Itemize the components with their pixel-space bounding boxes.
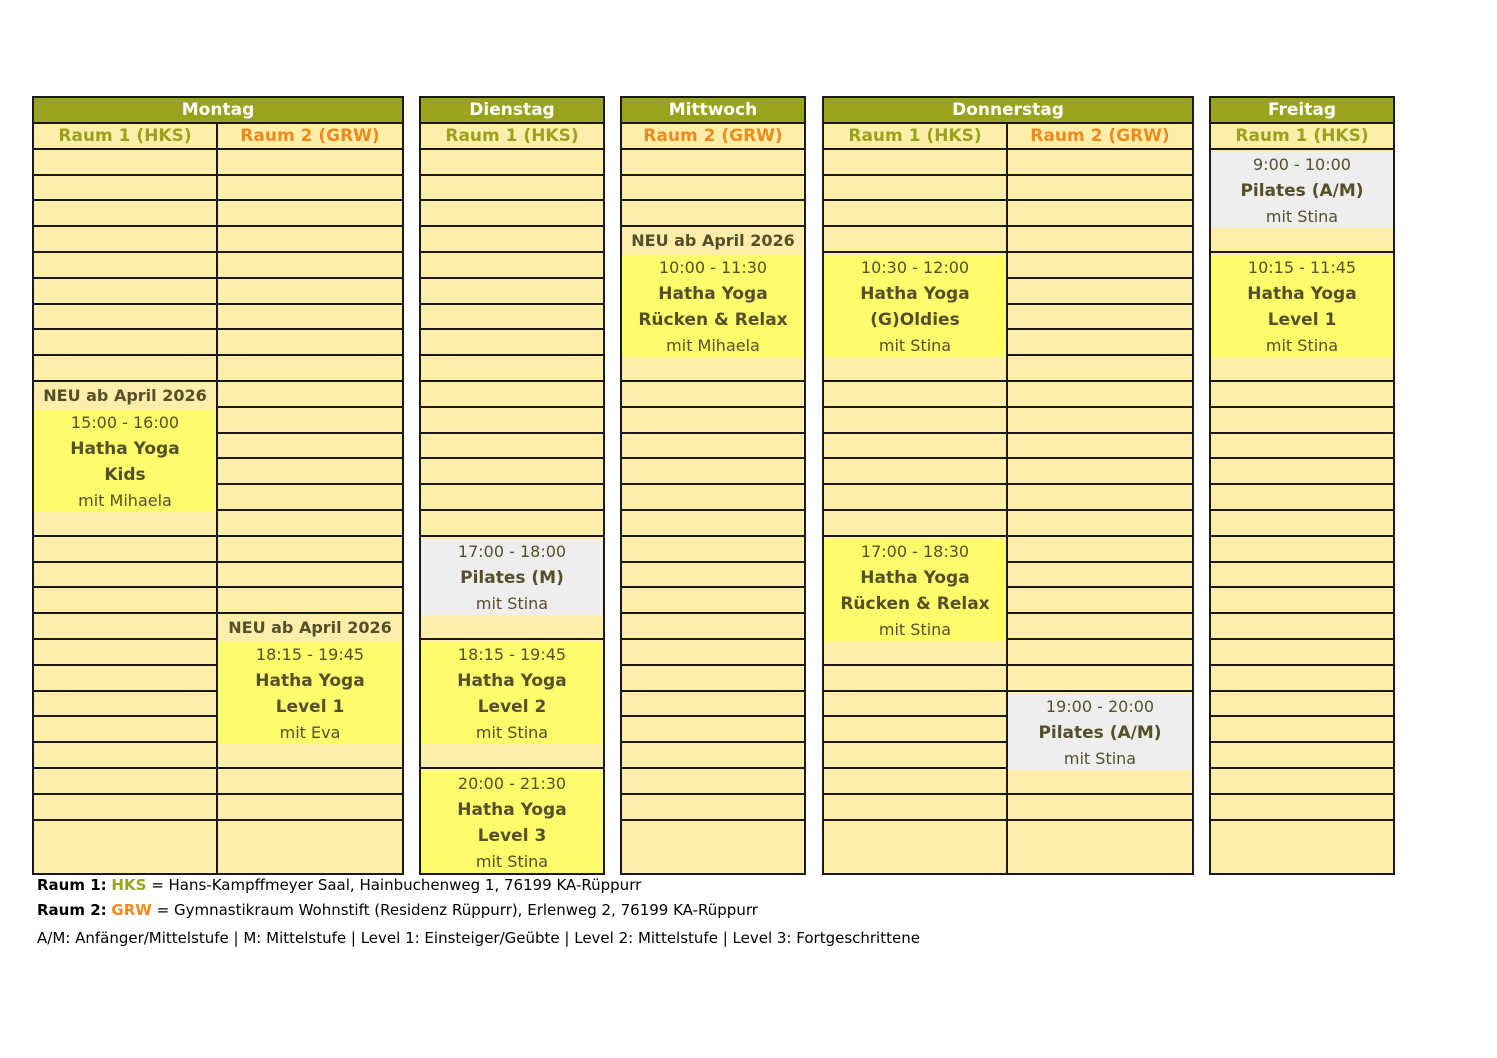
event-teacher: mit Mihaela bbox=[666, 336, 760, 355]
grid-line bbox=[1211, 612, 1393, 614]
grid-line bbox=[824, 199, 1192, 201]
grid-line bbox=[421, 535, 603, 537]
event-title: Hatha Yoga bbox=[658, 284, 768, 304]
grid-line bbox=[34, 225, 402, 227]
grid-line bbox=[421, 483, 603, 485]
event-time: 15:00 - 16:00 bbox=[70, 413, 180, 432]
event-teacher: mit Stina bbox=[1063, 749, 1137, 768]
event-time: 18:15 - 19:45 bbox=[457, 645, 567, 664]
grid-line bbox=[622, 380, 804, 382]
grid-line bbox=[34, 354, 402, 356]
grid-line bbox=[824, 819, 1192, 821]
event-hatha-level1[interactable] bbox=[218, 642, 402, 744]
grid-line bbox=[622, 432, 804, 434]
grid-line bbox=[824, 432, 1192, 434]
event-pilates-m[interactable] bbox=[421, 539, 603, 615]
grid-line bbox=[824, 406, 1192, 408]
event-teacher: mit Stina bbox=[1265, 336, 1339, 355]
event-teacher: mit Stina bbox=[475, 723, 549, 742]
grid-line bbox=[34, 380, 402, 382]
grid-line bbox=[1211, 483, 1393, 485]
grid-line bbox=[34, 199, 402, 201]
grid-line bbox=[1211, 767, 1393, 769]
event-title: Hatha Yoga bbox=[255, 671, 365, 691]
grid-line bbox=[622, 483, 804, 485]
grid-line bbox=[421, 638, 603, 640]
event-pilates-am[interactable] bbox=[1008, 694, 1192, 770]
grid-line bbox=[622, 586, 804, 588]
day-monday bbox=[32, 96, 404, 875]
grid-line bbox=[622, 174, 804, 176]
grid-line bbox=[1211, 406, 1393, 408]
grid-line bbox=[622, 819, 804, 821]
grid-line bbox=[1211, 251, 1393, 253]
legend-room2-label: Raum 2: bbox=[37, 901, 107, 919]
grid-line bbox=[34, 819, 402, 821]
room-header-grw: Raum 2 (GRW) bbox=[218, 124, 402, 148]
grid-line bbox=[421, 509, 603, 511]
column-divider bbox=[216, 124, 218, 873]
grid-line bbox=[622, 535, 804, 537]
grid-line bbox=[34, 535, 402, 537]
grid-line bbox=[34, 793, 402, 795]
day-tuesday bbox=[419, 96, 605, 875]
grid-line bbox=[34, 586, 402, 588]
room-header-hks: Raum 1 (HKS) bbox=[421, 124, 603, 148]
event-title: Hatha Yoga bbox=[860, 568, 970, 588]
event-title: Pilates (M) bbox=[460, 568, 564, 588]
grid-line bbox=[421, 457, 603, 459]
grid-line bbox=[1211, 148, 1393, 150]
event-level: Level 2 bbox=[477, 697, 547, 717]
grid-line bbox=[421, 174, 603, 176]
grid-line bbox=[1211, 664, 1393, 666]
grid-line bbox=[34, 122, 402, 124]
event-level: Rücken & Relax bbox=[840, 594, 990, 614]
event-level: Level 1 bbox=[1267, 310, 1337, 330]
event-teacher: mit Mihaela bbox=[78, 491, 172, 510]
event-teacher: mit Stina bbox=[475, 594, 549, 613]
grid-line bbox=[34, 612, 402, 614]
grid-line bbox=[421, 148, 603, 150]
legend-room2-text: = Gymnastikraum Wohnstift (Residenz Rüppurr), Erlenweg 2, 76199 KA-Rüppurr bbox=[156, 901, 758, 919]
event-hatha-level3[interactable] bbox=[421, 771, 603, 873]
grid-line bbox=[824, 509, 1192, 511]
grid-line bbox=[622, 148, 804, 150]
room-header-hks: Raum 1 (HKS) bbox=[1211, 124, 1393, 148]
grid-line bbox=[824, 251, 1192, 253]
grid-line bbox=[421, 380, 603, 382]
grid-line bbox=[622, 741, 804, 743]
event-ruecken-relax[interactable] bbox=[824, 539, 1006, 641]
grid-line bbox=[421, 122, 603, 124]
grid-line bbox=[421, 406, 603, 408]
grid-line bbox=[1211, 793, 1393, 795]
event-level: Rücken & Relax bbox=[638, 310, 788, 330]
grid-line bbox=[421, 303, 603, 305]
event-level: Level 3 bbox=[477, 826, 547, 846]
grid-line bbox=[824, 225, 1192, 227]
grid-line bbox=[824, 148, 1192, 150]
grid-line bbox=[421, 354, 603, 356]
day-header: Montag bbox=[34, 98, 402, 122]
day-wednesday bbox=[620, 96, 806, 875]
grid-line bbox=[622, 793, 804, 795]
event-time: 18:15 - 19:45 bbox=[255, 645, 365, 664]
grid-line bbox=[824, 174, 1192, 176]
event-time: 10:00 - 11:30 bbox=[658, 258, 768, 277]
legend-room1 bbox=[37, 876, 641, 894]
grid-line bbox=[622, 225, 804, 227]
event-pilates-am[interactable] bbox=[1211, 152, 1393, 228]
grid-line bbox=[622, 457, 804, 459]
grid-line bbox=[622, 561, 804, 563]
event-time: 17:00 - 18:30 bbox=[860, 542, 970, 561]
event-goldies[interactable] bbox=[824, 255, 1006, 357]
grid-line bbox=[1211, 690, 1393, 692]
grid-line bbox=[824, 457, 1192, 459]
grid-line bbox=[824, 122, 1192, 124]
new-notice: NEU ab April 2026 bbox=[622, 229, 804, 253]
day-header: Donnerstag bbox=[824, 98, 1192, 122]
event-title: Hatha Yoga bbox=[860, 284, 970, 304]
day-thursday bbox=[822, 96, 1194, 875]
event-title: Hatha Yoga bbox=[70, 439, 180, 459]
room-header-hks: Raum 1 (HKS) bbox=[34, 124, 216, 148]
legend-levels: A/M: Anfänger/Mittelstufe | M: Mittelstufe | Level 1: Einsteiger/Geübte | Level 2: Mittelstufe | Level 3: Fortgeschrittene bbox=[37, 929, 920, 947]
grid-line bbox=[421, 199, 603, 201]
grid-line bbox=[1211, 819, 1393, 821]
grid-line bbox=[622, 690, 804, 692]
day-friday bbox=[1209, 96, 1395, 875]
grid-line bbox=[622, 199, 804, 201]
grid-line bbox=[622, 406, 804, 408]
grid-line bbox=[622, 638, 804, 640]
event-level: (G)Oldies bbox=[870, 310, 960, 330]
grid-line bbox=[622, 509, 804, 511]
event-time: 10:15 - 11:45 bbox=[1247, 258, 1357, 277]
event-time: 9:00 - 10:00 bbox=[1253, 155, 1351, 174]
event-title: Hatha Yoga bbox=[457, 800, 567, 820]
grid-line bbox=[1211, 715, 1393, 717]
event-teacher: mit Stina bbox=[878, 336, 952, 355]
grid-line bbox=[34, 328, 402, 330]
event-teacher: mit Stina bbox=[878, 620, 952, 639]
event-title: Hatha Yoga bbox=[457, 671, 567, 691]
event-hatha-level1[interactable] bbox=[1211, 255, 1393, 357]
grid-line bbox=[421, 767, 603, 769]
event-ruecken-relax[interactable] bbox=[622, 255, 804, 357]
grid-line bbox=[824, 380, 1192, 382]
event-teacher: mit Stina bbox=[475, 852, 549, 871]
event-time: 19:00 - 20:00 bbox=[1045, 697, 1155, 716]
event-title: Pilates (A/M) bbox=[1240, 181, 1364, 201]
grid-line bbox=[34, 767, 402, 769]
grid-line bbox=[1211, 535, 1393, 537]
room-header-grw: Raum 2 (GRW) bbox=[622, 124, 804, 148]
grid-line bbox=[1211, 380, 1393, 382]
legend-room1-code: HKS bbox=[111, 876, 147, 894]
grid-line bbox=[34, 251, 402, 253]
grid-line bbox=[824, 793, 1192, 795]
grid-line bbox=[1211, 122, 1393, 124]
grid-line bbox=[824, 483, 1192, 485]
grid-line bbox=[34, 148, 402, 150]
grid-line bbox=[421, 277, 603, 279]
grid-line bbox=[421, 328, 603, 330]
legend-room1-text: = Hans-Kampffmeyer Saal, Hainbuchenweg 1, 76199 KA-Rüppurr bbox=[151, 876, 642, 894]
day-header: Mittwoch bbox=[622, 98, 804, 122]
grid-line bbox=[1211, 561, 1393, 563]
event-teacher: mit Stina bbox=[1265, 207, 1339, 226]
event-level: Kids bbox=[104, 465, 146, 485]
grid-line bbox=[824, 535, 1192, 537]
room-header-grw: Raum 2 (GRW) bbox=[1008, 124, 1192, 148]
new-notice: NEU ab April 2026 bbox=[34, 384, 216, 408]
grid-line bbox=[1211, 509, 1393, 511]
grid-line bbox=[622, 715, 804, 717]
grid-line bbox=[1211, 457, 1393, 459]
event-time: 10:30 - 12:00 bbox=[860, 258, 970, 277]
grid-line bbox=[622, 664, 804, 666]
day-header: Dienstag bbox=[421, 98, 603, 122]
grid-line bbox=[622, 122, 804, 124]
legend-room2 bbox=[37, 901, 758, 919]
event-level: Level 1 bbox=[275, 697, 345, 717]
event-kids[interactable] bbox=[34, 410, 216, 512]
day-header: Freitag bbox=[1211, 98, 1393, 122]
grid-line bbox=[34, 303, 402, 305]
event-teacher: mit Eva bbox=[279, 723, 341, 742]
grid-line bbox=[622, 612, 804, 614]
grid-line bbox=[622, 767, 804, 769]
grid-line bbox=[421, 225, 603, 227]
room-header-hks: Raum 1 (HKS) bbox=[824, 124, 1006, 148]
new-notice: NEU ab April 2026 bbox=[218, 616, 402, 640]
grid-line bbox=[34, 277, 402, 279]
grid-line bbox=[824, 664, 1192, 666]
grid-line bbox=[824, 690, 1192, 692]
grid-line bbox=[421, 432, 603, 434]
event-title: Hatha Yoga bbox=[1247, 284, 1357, 304]
grid-line bbox=[1211, 741, 1393, 743]
legend-room1-label: Raum 1: bbox=[37, 876, 107, 894]
event-time: 20:00 - 21:30 bbox=[457, 774, 567, 793]
event-time: 17:00 - 18:00 bbox=[457, 542, 567, 561]
event-hatha-level2[interactable] bbox=[421, 642, 603, 744]
grid-line bbox=[1211, 586, 1393, 588]
grid-line bbox=[34, 561, 402, 563]
grid-line bbox=[1211, 432, 1393, 434]
event-title: Pilates (A/M) bbox=[1038, 723, 1162, 743]
grid-line bbox=[1211, 638, 1393, 640]
grid-line bbox=[421, 251, 603, 253]
legend-room2-code: GRW bbox=[111, 901, 152, 919]
grid-line bbox=[34, 174, 402, 176]
